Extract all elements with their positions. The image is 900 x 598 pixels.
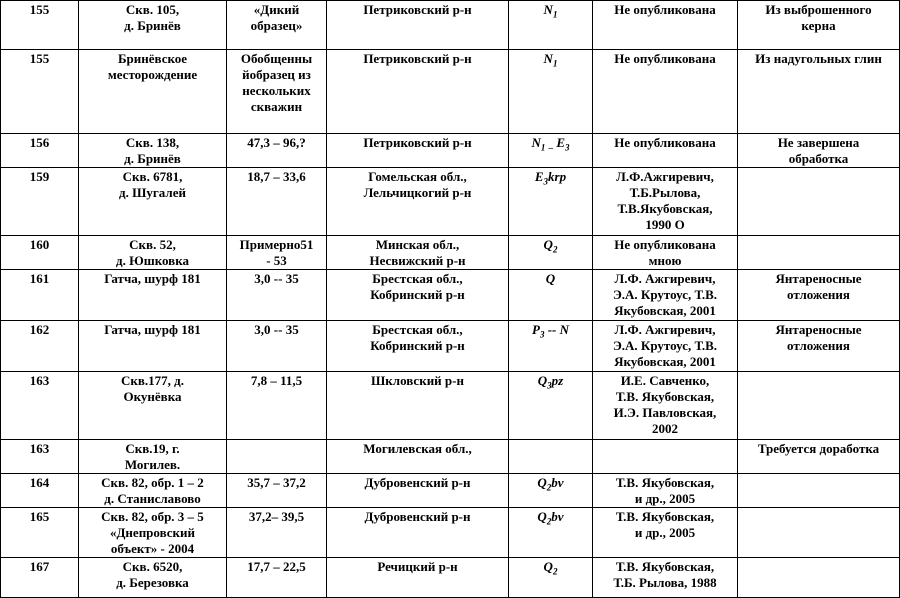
cell-region: Минская обл., Несвижский р-н xyxy=(327,236,509,270)
cell-num: 159 xyxy=(1,168,79,236)
cell-author: И.Е. Савченко, Т.В. Якубовская, И.Э. Павловская, 2002 xyxy=(593,372,738,440)
table-row xyxy=(1,1,900,50)
cell-region: Дубровенский р-н xyxy=(327,508,509,558)
cell-author: Л.Ф. Ажгиревич, Э.А. Крутоус, Т.В. Якубовская, 2001 xyxy=(593,270,738,321)
cell-depth: 3,0 -- 35 xyxy=(227,321,327,372)
cell-author: Т.В. Якубовская, и др., 2005 xyxy=(593,474,738,508)
table-row xyxy=(1,372,900,440)
cell-note xyxy=(738,372,900,440)
table-row xyxy=(1,474,900,508)
cell-region: Речицкий р-н xyxy=(327,558,509,598)
cell-age: $Q_2$ xyxy=(509,558,593,598)
cell-num: 155 xyxy=(1,1,79,50)
cell-num: 163 xyxy=(1,440,79,474)
cell-num: 162 xyxy=(1,321,79,372)
cell-region: Брестская обл., Кобринский р-н xyxy=(327,270,509,321)
cell-age: $N_1$ xyxy=(509,1,593,50)
cell-note: Из надугольных глин xyxy=(738,50,900,134)
cell-num: 165 xyxy=(1,508,79,558)
cell-region: Гомельская обл., Лельчицкогий р-н xyxy=(327,168,509,236)
cell-depth: Обобщенны йобразец из нескольких скважин xyxy=(227,50,327,134)
cell-age: $N_1$ $_-$ $E_3$ xyxy=(509,134,593,168)
cell-age: $Q_2$ xyxy=(509,236,593,270)
cell-loc: Скв. 138, д. Бринёв xyxy=(79,134,227,168)
table-row xyxy=(1,236,900,270)
cell-loc: Гатча, шурф 181 xyxy=(79,321,227,372)
cell-num: 155 xyxy=(1,50,79,134)
cell-author: Т.В. Якубовская, Т.Б. Рылова, 1988 xyxy=(593,558,738,598)
cell-note xyxy=(738,508,900,558)
cell-loc: Скв. 105, д. Бринёв xyxy=(79,1,227,50)
cell-depth: 18,7 – 33,6 xyxy=(227,168,327,236)
cell-loc: Скв.177, д. Окунёвка xyxy=(79,372,227,440)
cell-loc: Бринёвское месторождение xyxy=(79,50,227,134)
cell-loc: Скв. 52, д. Юшковка xyxy=(79,236,227,270)
cell-region: Петриковский р-н xyxy=(327,1,509,50)
cell-note xyxy=(738,236,900,270)
cell-note: Не завершена обработка xyxy=(738,134,900,168)
table-row xyxy=(1,270,900,321)
cell-region: Петриковский р-н xyxy=(327,50,509,134)
cell-note: Янтареносные отложения xyxy=(738,270,900,321)
table-row xyxy=(1,440,900,474)
cell-region: Петриковский р-н xyxy=(327,134,509,168)
table-row xyxy=(1,168,900,236)
cell-depth: 7,8 – 11,5 xyxy=(227,372,327,440)
cell-depth: Примерно51 - 53 xyxy=(227,236,327,270)
cell-note: Янтареносные отложения xyxy=(738,321,900,372)
cell-age: $N_1$ xyxy=(509,50,593,134)
table-row xyxy=(1,321,900,372)
table-row xyxy=(1,50,900,134)
table-row xyxy=(1,558,900,598)
cell-num: 164 xyxy=(1,474,79,508)
cell-author: Л.Ф. Ажгиревич, Э.А. Крутоус, Т.В. Якубовская, 2001 xyxy=(593,321,738,372)
cell-age: Q xyxy=(509,270,593,321)
cell-author: Не опубликована xyxy=(593,50,738,134)
cell-author: Не опубликована мною xyxy=(593,236,738,270)
cell-depth: 47,3 – 96,? xyxy=(227,134,327,168)
table-row xyxy=(1,134,900,168)
cell-num: 167 xyxy=(1,558,79,598)
cell-region: Дубровенский р-н xyxy=(327,474,509,508)
cell-region: Могилевская обл., xyxy=(327,440,509,474)
cell-region: Брестская обл., Кобринский р-н xyxy=(327,321,509,372)
cell-age: $Q_2bv$ xyxy=(509,474,593,508)
cell-author xyxy=(593,440,738,474)
cell-num: 156 xyxy=(1,134,79,168)
cell-note xyxy=(738,558,900,598)
cell-author: Л.Ф.Ажгиревич, Т.Б.Рылова, Т.В.Якубовская, 1990 О xyxy=(593,168,738,236)
cell-loc: Скв. 82, обр. 1 – 2 д. Станиславово xyxy=(79,474,227,508)
cell-depth xyxy=(227,440,327,474)
cell-region: Шкловский р-н xyxy=(327,372,509,440)
table-body xyxy=(1,1,900,598)
cell-age: $Q_3pz$ xyxy=(509,372,593,440)
cell-author: Не опубликована xyxy=(593,134,738,168)
cell-note xyxy=(738,168,900,236)
cell-depth: 37,2– 39,5 xyxy=(227,508,327,558)
table-row xyxy=(1,508,900,558)
cell-num: 163 xyxy=(1,372,79,440)
cell-age: $E_3krp$ xyxy=(509,168,593,236)
cell-num: 161 xyxy=(1,270,79,321)
cell-author: Не опубликована xyxy=(593,1,738,50)
cell-loc: Скв. 82, обр. 3 – 5 «Днепровский объект» - 2004 xyxy=(79,508,227,558)
cell-depth: 3,0 -- 35 xyxy=(227,270,327,321)
cell-loc: Скв.19, г. Могилев. xyxy=(79,440,227,474)
cell-loc: Скв. 6781, д. Шугалей xyxy=(79,168,227,236)
cell-author: Т.В. Якубовская, и др., 2005 xyxy=(593,508,738,558)
cell-age xyxy=(509,440,593,474)
cell-loc: Гатча, шурф 181 xyxy=(79,270,227,321)
cell-note: Из выброшенного керна xyxy=(738,1,900,50)
cell-depth: 35,7 – 37,2 xyxy=(227,474,327,508)
cell-age: $Q_2bv$ xyxy=(509,508,593,558)
cell-loc: Скв. 6520, д. Березовка xyxy=(79,558,227,598)
cell-depth: «Дикий образец» xyxy=(227,1,327,50)
cell-note: Требуется доработка xyxy=(738,440,900,474)
cell-depth: 17,7 – 22,5 xyxy=(227,558,327,598)
cell-num: 160 xyxy=(1,236,79,270)
cell-age: $P_3$ -- N xyxy=(509,321,593,372)
cell-note xyxy=(738,474,900,508)
